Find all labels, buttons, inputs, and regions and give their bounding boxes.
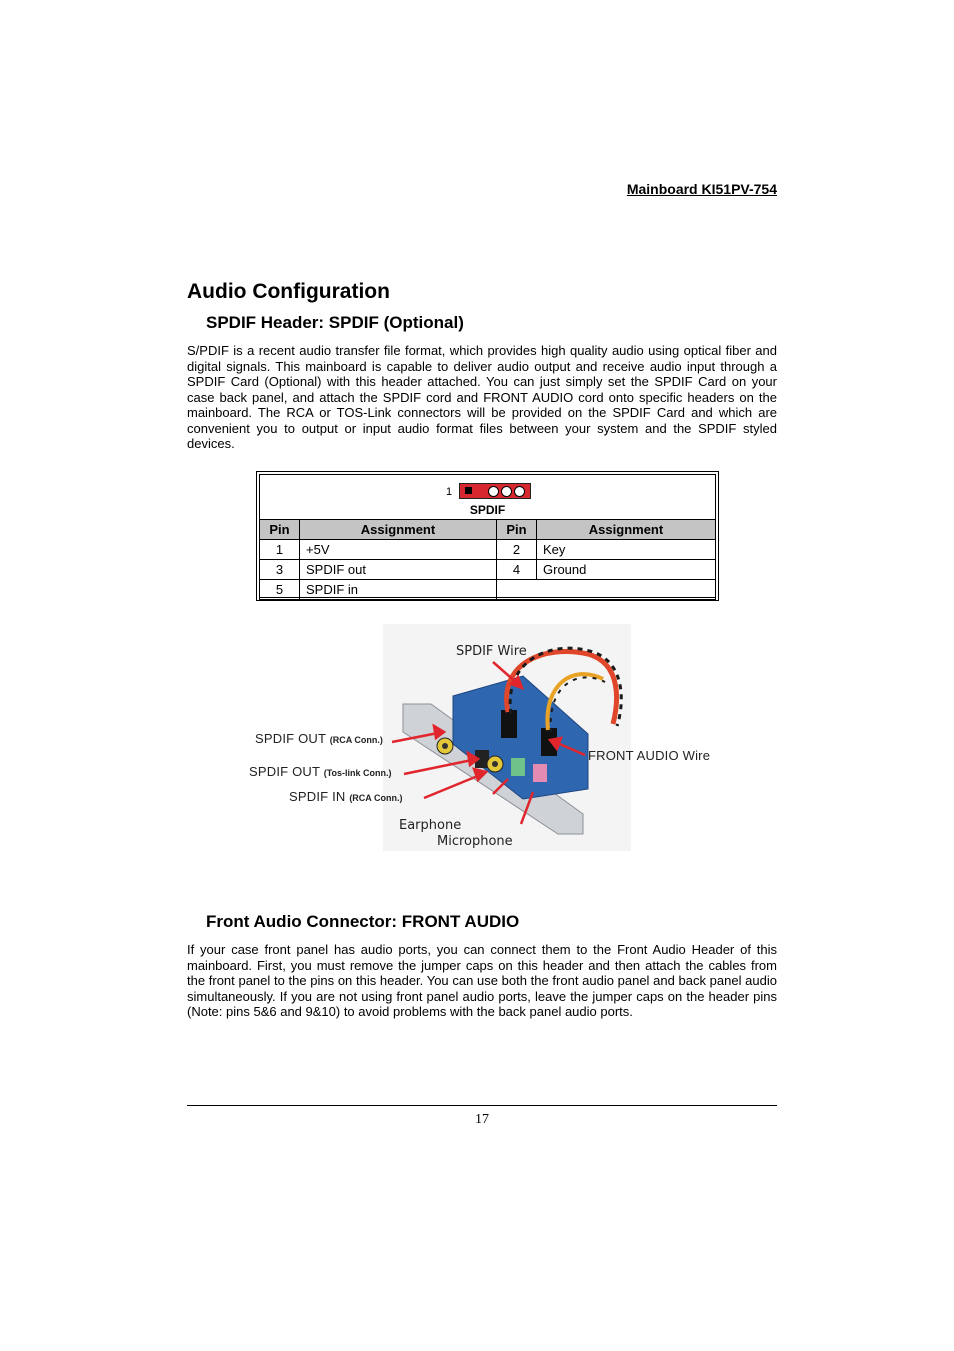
pin-one-label: 1 <box>446 486 453 498</box>
table-header-cell: Pin <box>260 520 300 540</box>
spdif-in-note: (RCA Conn.) <box>349 793 403 803</box>
spdif-connector-icon <box>459 483 531 499</box>
section-title: Audio Configuration <box>187 280 390 303</box>
front-audio-heading: Front Audio Connector: FRONT AUDIO <box>206 912 520 931</box>
table-cell: Key <box>537 540 716 560</box>
table-cell: 4 <box>497 560 537 580</box>
footer-divider <box>187 1105 777 1106</box>
earphone-label: Earphone <box>399 818 462 833</box>
table-cell: SPDIF in <box>300 580 497 600</box>
table-cell: 2 <box>497 540 537 560</box>
table-cell: Ground <box>537 560 716 580</box>
callout-arrows <box>380 720 600 810</box>
spdif-out-rca-callout <box>255 731 383 746</box>
pin-circle-icon <box>501 486 512 497</box>
spdif-wire-label: SPDIF Wire <box>456 644 527 659</box>
microphone-label: Microphone <box>437 834 513 849</box>
front-audio-paragraph: If your case front panel has audio ports, you can connect them to the Front Audio Header of this mainboard. First, you must remove the jumper caps on this header and then attach the cables from the front panel to the pins on this header. You can use both the front audio panel and back panel audio simultaneously. If you are not using front panel audio ports, leave the jumper caps on the header pins (Note: pins 5&6 and 9&10) to avoid problems with the back panel audio ports. <box>187 942 777 1019</box>
table-row <box>260 540 716 560</box>
page-number: 17 <box>475 1112 489 1127</box>
spdif-paragraph: S/PDIF is a recent audio transfer file format, which provides high quality audio using optical fiber and digital signals. This mainboard is capable to deliver audio output and receive audio input through a SPDIF Card (Optional) with this header attached. You can just simply set the SPDIF Card on your case back panel, and attach the SPDIF cord and FRONT AUDIO cord onto specific headers on the mainboard. The RCA or TOS-Link connectors will be provided on the SPDIF Card and which are convenient you to output or input audio format files between your system and the SPDIF styled devices. <box>187 343 777 451</box>
table-cell: 1 <box>260 540 300 560</box>
spdif-out-tos-callout <box>249 764 392 779</box>
table-row <box>260 580 716 600</box>
table-header-row <box>260 520 716 540</box>
spdif-out-rca-note: (RCA Conn.) <box>329 735 383 745</box>
table-cell-empty <box>497 580 716 600</box>
pin-circle-icon <box>514 486 525 497</box>
table-header-cell: Assignment <box>537 520 716 540</box>
spdif-pin-table-box <box>256 471 719 601</box>
document-header-title: Mainboard KI51PV-754 <box>626 181 777 197</box>
spdif-header-diagram <box>260 475 715 519</box>
pin-square-icon <box>465 487 472 494</box>
spdif-pin-table <box>259 519 716 600</box>
table-header-cell: Assignment <box>300 520 497 540</box>
table-cell: 5 <box>260 580 300 600</box>
connector-label: SPDIF <box>469 503 506 517</box>
pin-circle-icon <box>488 486 499 497</box>
spdif-out-tos-label: SPDIF OUT <box>249 764 320 779</box>
front-audio-wire-label: FRONT AUDIO Wire <box>588 748 711 763</box>
table-cell: SPDIF out <box>300 560 497 580</box>
table-cell: +5V <box>300 540 497 560</box>
spdif-out-rca-label: SPDIF OUT <box>255 731 326 746</box>
table-row <box>260 560 716 580</box>
table-cell: 3 <box>260 560 300 580</box>
spdif-in-label: SPDIF IN <box>289 789 346 804</box>
spdif-out-tos-note: (Tos-link Conn.) <box>323 768 392 778</box>
table-header-cell: Pin <box>497 520 537 540</box>
spdif-heading: SPDIF Header: SPDIF (Optional) <box>206 313 464 332</box>
